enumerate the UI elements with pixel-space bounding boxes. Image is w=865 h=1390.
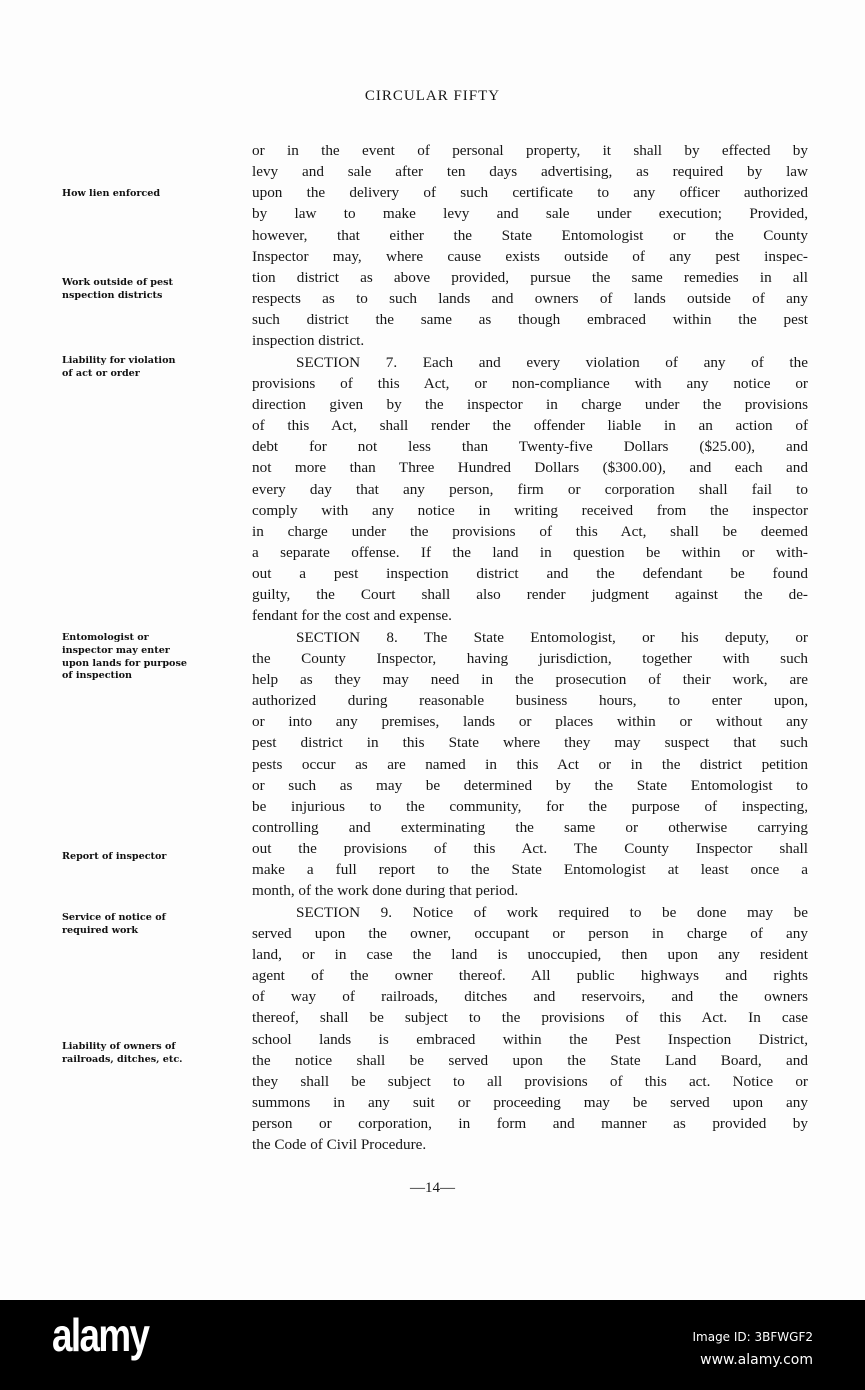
paragraph — [252, 902, 808, 1156]
text-line: served upon the owner, occupant or person in charge of any — [252, 924, 808, 942]
text-line: pests occur as are named in this Act or in the district petition — [252, 755, 808, 773]
text-line: or such as may be determined by the State Entomologist to — [252, 776, 808, 794]
text-line: debt for not less than Twenty-five Dollars ($25.00), and — [252, 438, 808, 456]
site-url: www.alamy.com — [700, 1352, 813, 1368]
margin-note-line: required work — [62, 924, 139, 936]
text-line: such district the same as though embraced within the pest — [252, 311, 808, 329]
image-id: Image ID: 3BFWGF2 — [692, 1330, 813, 1344]
text-line: levy and sale after ten days advertising, as required by law — [252, 163, 808, 181]
text-line: make a full report to the State Entomologist at least once a — [252, 861, 808, 879]
text-line: by law to make levy and sale under execution; Provided, — [252, 205, 808, 223]
body-text — [252, 140, 808, 1156]
text-line: the notice shall be served upon the State Land Board, and — [252, 1051, 808, 1069]
margin-note-line: nspection districts — [62, 289, 163, 301]
margin-note-line: Liability for violation — [62, 355, 176, 366]
watermark-banner — [0, 1300, 865, 1390]
page-number: —14— — [410, 1180, 455, 1196]
text-line: the Code of Civil Procedure. — [252, 1136, 427, 1154]
text-line: guilty, the Court shall also render judgment against the de- — [252, 586, 808, 604]
text-line: SECTION 8. The State Entomologist, or his deputy, or — [296, 628, 808, 646]
text-line: thereof, shall be subject to the provisions of this Act. In case — [252, 1009, 808, 1027]
text-line: of this Act, shall render the offender liable in an action of — [252, 417, 808, 435]
text-line: provisions of this Act, or non-compliance with any notice or — [252, 374, 808, 392]
text-line: help as they may need in the prosecution of their work, are — [252, 670, 808, 688]
paragraph — [252, 627, 808, 902]
margin-note-line: How lien enforced — [62, 188, 161, 199]
text-line: SECTION 7. Each and every violation of any of the — [296, 353, 808, 371]
text-line: controlling and exterminating the same or otherwise carrying — [252, 819, 808, 836]
text-line: month, of the work done during that period. — [252, 882, 519, 900]
margin-note-line: Report of inspector — [62, 851, 167, 862]
text-line: Inspector may, where cause exists outside of any pest inspec- — [252, 247, 808, 265]
margin-note-line: of inspection — [62, 670, 132, 682]
margin-note — [62, 188, 160, 201]
text-line: not more than Three Hundred Dollars ($300.00), and each and — [252, 459, 808, 477]
text-line: or into any premises, lands or places within or without any — [252, 713, 808, 731]
text-line: however, that either the State Entomologist or the County — [252, 226, 808, 244]
margin-note — [62, 912, 166, 938]
text-line: of way of railroads, ditches and reservoirs, and the owners — [252, 988, 808, 1006]
text-line: land, or in case the land is unoccupied, then upon any resident — [252, 945, 808, 963]
margin-note-line: Liability of owners of — [62, 1041, 176, 1052]
margin-note-line: inspector may enter — [62, 644, 170, 656]
margin-note-line: railroads, ditches, etc. — [62, 1053, 183, 1065]
margin-note-line: Entomologist or — [62, 632, 149, 643]
text-line: inspection district. — [252, 332, 365, 350]
margin-note-line: Work outside of pest — [62, 277, 173, 288]
text-line: school lands is embraced within the Pest Inspection District, — [252, 1030, 808, 1048]
text-line: tion district as above provided, pursue the same remedies in all — [252, 268, 808, 286]
alamy-logo: alamy — [52, 1309, 149, 1361]
text-line: direction given by the inspector in charge under the provisions — [252, 395, 808, 413]
text-line: summons in any suit or proceeding may be served upon any — [252, 1094, 808, 1112]
text-line: fendant for the cost and expense. — [252, 607, 452, 625]
paragraph — [252, 140, 808, 352]
text-line: pest district in this State where they may suspect that such — [252, 734, 808, 752]
text-line: they shall be subject to all provisions of this act. Notice or — [252, 1072, 808, 1090]
margin-note-line: upon lands for purpose — [62, 657, 187, 669]
margin-note — [62, 851, 166, 864]
text-line: every day that any person, firm or corporation shall fail to — [252, 480, 808, 498]
text-line: the County Inspector, having jurisdiction, together with such — [252, 649, 808, 667]
text-line: authorized during reasonable business hours, to enter upon, — [252, 692, 808, 710]
margin-note — [62, 355, 175, 381]
margin-note — [62, 632, 187, 683]
text-line: a separate offense. If the land in question be within or with- — [252, 543, 808, 561]
text-line: in charge under the provisions of this Act, shall be deemed — [252, 522, 808, 540]
margin-note — [62, 1041, 183, 1067]
page-title: CIRCULAR FIFTY — [364, 88, 501, 104]
text-line: or in the event of personal property, it shall by effected by — [252, 142, 808, 159]
margin-note-line: Service of notice of — [62, 912, 166, 923]
text-line: SECTION 9. Notice of work required to be done may be — [296, 903, 808, 921]
text-line: comply with any notice in writing received from the inspector — [252, 501, 808, 519]
text-line: out a pest inspection district and the defendant be found — [252, 565, 808, 583]
text-line: be injurious to the community, for the purpose of inspecting, — [252, 797, 808, 815]
paragraph — [252, 352, 808, 627]
text-line: respects as to such lands and owners of lands outside of any — [252, 290, 808, 308]
text-line: out the provisions of this Act. The County Inspector shall — [252, 840, 808, 858]
margin-note — [62, 277, 173, 303]
margin-note-line: of act or order — [62, 367, 140, 379]
text-line: upon the delivery of such certificate to any officer authorized — [252, 184, 808, 202]
text-line: person or corporation, in form and manner as provided by — [252, 1115, 808, 1133]
text-line: agent of the owner thereof. All public highways and rights — [252, 967, 808, 985]
